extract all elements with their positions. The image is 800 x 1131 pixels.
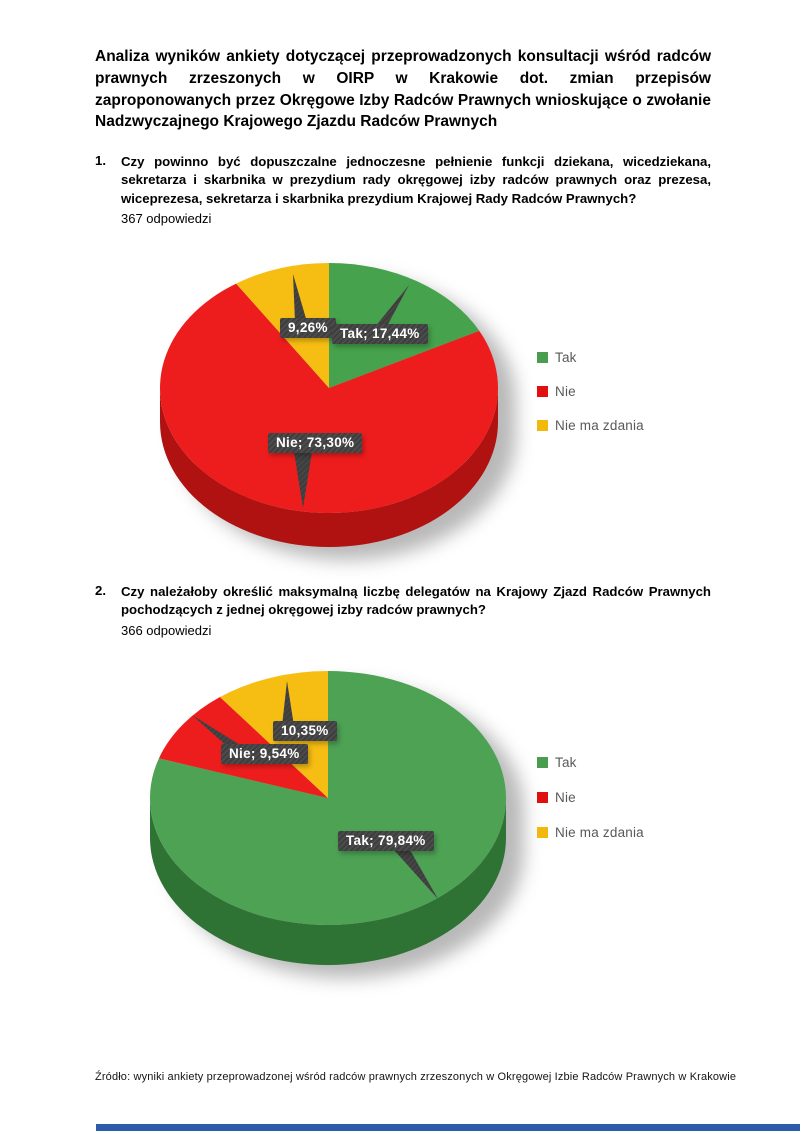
legend-swatch-nie	[537, 386, 548, 397]
legend-item-nie	[537, 791, 644, 804]
legend-chart-1	[537, 351, 644, 432]
legend-item-nie	[537, 385, 644, 398]
legend-swatch-nie	[537, 792, 548, 803]
question-2-responses: 366 odpowiedzi	[121, 622, 212, 638]
legend-chart-2	[537, 756, 644, 839]
legend-swatch-tak	[537, 352, 548, 363]
data-label-nie-2: Nie; 9,54%	[221, 744, 308, 764]
legend-item-tak	[537, 351, 644, 364]
legend-label-nie: Nie	[555, 384, 576, 399]
question-1-number: 1.	[95, 153, 106, 168]
data-label-tak-2: Tak; 79,84%	[338, 831, 434, 851]
legend-item-nie-ma-zdania	[537, 826, 644, 839]
data-label-nie-1: Nie; 73,30%	[268, 433, 362, 453]
question-2	[95, 583, 711, 638]
pie-3d-question-2	[150, 671, 506, 965]
legend-label-nie-ma-zdania: Nie ma zdania	[555, 825, 644, 840]
legend-item-nie-ma-zdania	[537, 419, 644, 432]
legend-swatch-nie-ma-zdania	[537, 827, 548, 838]
legend-label-tak: Tak	[555, 350, 577, 365]
question-2-number: 2.	[95, 583, 106, 598]
legend-label-nie-ma-zdania: Nie ma zdania	[555, 418, 644, 433]
question-2-text: Czy należałoby określić maksymalną liczbę delegatów na Krajowy Zjazd Radców Prawnych pochodzących z jednej okręgowej izby radców prawnych?	[121, 584, 711, 618]
pie-3d-question-1	[160, 263, 498, 547]
data-label-nie-ma-zdania-2: 10,35%	[273, 721, 337, 741]
page-title: Analiza wyników ankiety dotyczącej przeprowadzonych konsultacji wśród radców prawnych zrzeszonych w OIRP w Krakowie dot. zmian przepisów zaproponowanych przez Okręgowe Izby Radców Prawnych wnioskujące o zwołanie Nadzwyczajnego Krajowego Zjazdu Radców Prawnych	[95, 48, 711, 131]
question-1-responses: 367 odpowiedzi	[121, 211, 212, 227]
page-edge-bar	[96, 1124, 800, 1131]
legend-label-tak: Tak	[555, 755, 577, 770]
legend-swatch-tak	[537, 757, 548, 768]
source-note: Źródło: wyniki ankiety przeprowadzonej wśród radców prawnych zrzeszonych w Okręgowej Izbie Radców Prawnych w Krakowie	[95, 1071, 737, 1083]
legend-label-nie: Nie	[555, 790, 576, 805]
data-label-nie-ma-zdania-1: 9,26%	[280, 318, 336, 338]
question-1-text: Czy powinno być dopuszczalne jednoczesne pełnienie funkcji dziekana, wicedziekana, sekretarza i skarbnika w prezydium rady okręgowej izby radców prawnych oraz prezesa, wiceprezesa, sekretarza i skarbnika prezydium Krajowej Rady Radców Prawnych?	[121, 154, 711, 206]
legend-swatch-nie-ma-zdania	[537, 420, 548, 431]
legend-item-tak	[537, 756, 644, 769]
data-label-tak-1: Tak; 17,44%	[332, 324, 428, 344]
